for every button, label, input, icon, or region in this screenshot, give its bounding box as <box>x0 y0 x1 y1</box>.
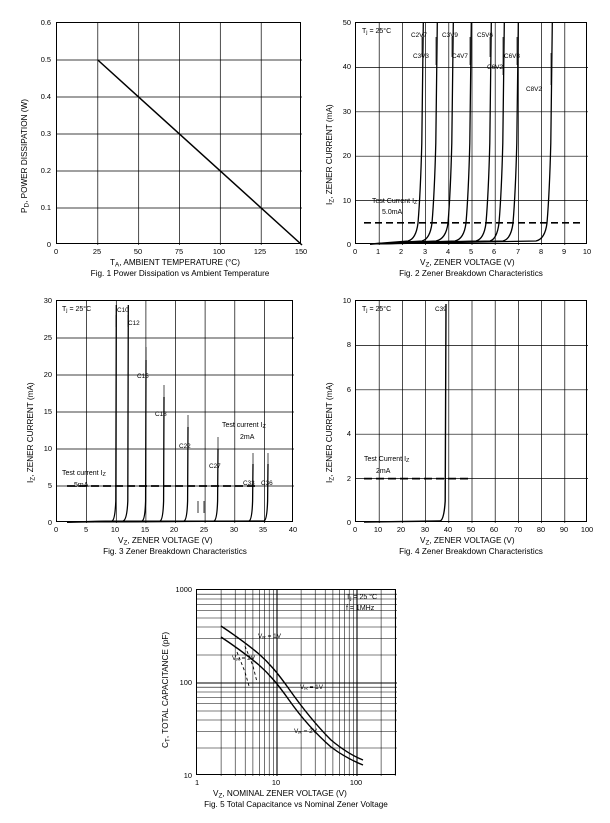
fig5-curve-label-vr1-lower: $V_R = 1V$ <box>300 684 323 693</box>
fig3-x-axis-label: $V_Z$, ZENER VOLTAGE (V) <box>118 536 213 547</box>
fig2-ytick: 50 <box>342 18 351 27</box>
fig2-xtick: 8 <box>538 247 544 256</box>
fig2-y-axis-label: $I_Z$, ZENER CURRENT (mA) <box>325 104 336 205</box>
fig4-plot-area <box>355 300 587 522</box>
fig3-xtick: 35 <box>258 525 268 534</box>
fig2-xtick: 4 <box>445 247 451 256</box>
fig1-ytick: 0.3 <box>40 129 51 138</box>
fig3-xtick: 10 <box>110 525 120 534</box>
fig2-temp-note: $T_j = 25^\circ C$ <box>362 28 392 37</box>
fig4-svg <box>356 301 588 523</box>
fig3-curve-label-c15: C15 <box>137 373 149 380</box>
fig3-xtick: 5 <box>83 525 89 534</box>
fig3-curve-label-c10: C10 <box>117 307 129 314</box>
fig2-xtick: 5 <box>468 247 474 256</box>
fig4-xtick: 100 <box>580 525 594 534</box>
fig3-xtick: 25 <box>199 525 209 534</box>
fig3-caption: Fig. 3 Zener Breakdown Characteristics <box>103 547 247 556</box>
fig3-xtick: 40 <box>288 525 298 534</box>
fig3-curve-label-c33: C33 <box>243 480 255 487</box>
fig1-ytick: 0.1 <box>40 203 51 212</box>
fig2-ytick: 0 <box>346 240 351 249</box>
fig3-test-current-value-left: 5mA <box>74 482 89 489</box>
fig4-xtick: 60 <box>489 525 499 534</box>
fig3-ytick: 0 <box>47 518 52 527</box>
fig2-xtick: 0 <box>352 247 358 256</box>
fig2-xtick: 9 <box>561 247 567 256</box>
fig5-xtick: 100 <box>349 778 363 787</box>
fig1-xtick: 125 <box>253 247 267 256</box>
fig5-ytick: 1000 <box>175 585 192 594</box>
fig4-xtick: 30 <box>420 525 430 534</box>
fig5-freq-note: f = 1MHz <box>346 605 375 612</box>
fig1-xtick: 75 <box>174 247 184 256</box>
fig3-curve-label-c12: C12 <box>128 320 140 327</box>
fig5-ytick: 100 <box>179 678 192 687</box>
fig3-ytick: 25 <box>43 333 52 342</box>
fig1-x-axis-label: $T_A$, AMBIENT TEMPERATURE (°C) <box>110 258 240 269</box>
fig2-ytick: 10 <box>342 196 351 205</box>
fig3-test-current-note-right: Test current $I_Z$ <box>222 422 266 431</box>
fig4-xtick: 50 <box>466 525 476 534</box>
fig4-xtick: 70 <box>513 525 523 534</box>
fig5-ytick: 10 <box>183 771 192 780</box>
fig4-x-axis-label: $V_Z$, ZENER VOLTAGE (V) <box>420 536 515 547</box>
fig2-curve-label-c4v7: C4V7 <box>452 53 468 60</box>
fig2-test-current-note: Test Current $I_Z$ <box>372 198 418 207</box>
fig2-xtick: 10 <box>582 247 592 256</box>
fig3-xtick: 15 <box>140 525 150 534</box>
fig1-svg <box>57 23 302 245</box>
fig2-xtick: 1 <box>375 247 381 256</box>
fig3-ytick: 15 <box>43 407 52 416</box>
fig4-xtick: 0 <box>352 525 358 534</box>
fig4-temp-note: $T_j = 25^\circ C$ <box>362 306 392 315</box>
fig2-curve-label-c6v2: C6V2 <box>487 64 503 71</box>
fig4-test-current-value: 2mA <box>376 468 391 475</box>
fig2-curve-label-c3v9: C3V9 <box>442 32 458 39</box>
fig3-svg <box>57 301 294 523</box>
fig3-curve-label-c36: C36 <box>261 480 273 487</box>
fig1-xtick: 100 <box>212 247 226 256</box>
fig1-ytick: 0.4 <box>40 92 51 101</box>
fig3-curve-label-c18: C18 <box>155 411 167 418</box>
fig3-xtick: 20 <box>169 525 179 534</box>
fig2-xtick: 2 <box>398 247 404 256</box>
fig1-ytick: 0 <box>46 240 51 249</box>
fig1-ytick: 0.5 <box>40 55 51 64</box>
fig1-caption: Fig. 1 Power Dissipation vs Ambient Temperature <box>90 269 270 278</box>
fig4-y-axis-label: $I_Z$, ZENER CURRENT (mA) <box>325 382 336 483</box>
fig4-xtick: 20 <box>396 525 406 534</box>
fig2-ytick: 40 <box>342 62 351 71</box>
fig5-curve-label-vr2-upper: $V_R = 2V$ <box>232 655 255 664</box>
fig2-xtick: 3 <box>422 247 428 256</box>
fig3-test-current-note-left: Test current $I_Z$ <box>62 470 106 479</box>
fig3-ytick: 20 <box>43 370 52 379</box>
fig1-xtick: 0 <box>53 247 59 256</box>
fig5-xtick: 1 <box>194 778 200 787</box>
fig5-curve-label-vr1-upper: $V_R = 1V$ <box>258 633 281 642</box>
fig3-ytick: 10 <box>43 444 52 453</box>
fig2-xtick: 6 <box>491 247 497 256</box>
fig1-y-axis-label: $P_D$, POWER DISSIPATION (W) <box>20 99 31 213</box>
fig4-ytick: 2 <box>346 474 351 483</box>
fig2-xtick: 7 <box>515 247 521 256</box>
fig4-ytick: 0 <box>346 518 351 527</box>
fig5-plot-area <box>196 589 396 775</box>
fig2-curve-label-c2v7: C2V7 <box>411 32 427 39</box>
fig5-x-axis-label: $V_Z$, NOMINAL ZENER VOLTAGE (V) <box>213 789 347 800</box>
fig3-ytick: 5 <box>47 481 52 490</box>
fig1-ytick: 0.6 <box>40 18 51 27</box>
fig4-ytick: 10 <box>342 296 351 305</box>
fig2-curve-label-c8v2: C8V2 <box>526 86 542 93</box>
fig3-curve-label-c27: C27 <box>209 463 221 470</box>
fig1-xtick: 50 <box>133 247 143 256</box>
fig3-plot-area <box>56 300 293 522</box>
fig4-xtick: 40 <box>443 525 453 534</box>
fig4-ytick: 4 <box>346 429 351 438</box>
fig4-test-current-note: Test Current $I_Z$ <box>364 456 410 465</box>
fig1-ytick: 0.2 <box>40 166 51 175</box>
fig2-curve-label-c6v8: C6V8 <box>504 53 520 60</box>
fig4-caption: Fig. 4 Zener Breakdown Characteristics <box>399 547 543 556</box>
fig2-curve-label-c5v6: C5V6 <box>477 32 493 39</box>
fig3-test-current-value-right: 2mA <box>240 434 255 441</box>
fig1-xtick: 25 <box>92 247 102 256</box>
fig3-temp-note: $T_j = 25^\circ C$ <box>62 306 92 315</box>
fig2-ytick: 30 <box>342 107 351 116</box>
fig3-xtick: 0 <box>53 525 59 534</box>
fig4-xtick: 90 <box>559 525 569 534</box>
fig5-caption: Fig. 5 Total Capacitance vs Nominal Zener Voltage <box>204 800 388 809</box>
fig4-curve-label-c39: C39 <box>435 306 447 313</box>
fig5-temp-note: $T_j = 25$ °C <box>346 594 378 603</box>
fig2-x-axis-label: $V_Z$, ZENER VOLTAGE (V) <box>420 258 515 269</box>
fig5-curve-label-vr2-lower: $V_R = 2V$ <box>294 728 317 737</box>
fig2-test-current-value: 5.0mA <box>382 209 403 216</box>
fig3-y-axis-label: $I_Z$, ZENER CURRENT (mA) <box>26 382 37 483</box>
fig1-xtick: 150 <box>294 247 308 256</box>
fig5-svg <box>197 590 397 776</box>
fig3-xtick: 30 <box>229 525 239 534</box>
fig2-curve-label-c3v3: C3V3 <box>413 53 429 60</box>
fig4-xtick: 10 <box>373 525 383 534</box>
fig3-curve-label-c22: C22 <box>179 443 191 450</box>
fig2-ytick: 20 <box>342 151 351 160</box>
fig4-ytick: 8 <box>346 340 351 349</box>
fig3-ytick: 30 <box>43 296 52 305</box>
fig1-plot-area <box>56 22 301 244</box>
fig5-y-axis-label: $C_T$, TOTAL CAPACITANCE (pF) <box>161 631 172 748</box>
fig4-ytick: 6 <box>346 385 351 394</box>
fig5-xtick: 10 <box>271 778 281 787</box>
fig2-caption: Fig. 2 Zener Breakdown Characteristics <box>399 269 543 278</box>
fig4-xtick: 80 <box>536 525 546 534</box>
